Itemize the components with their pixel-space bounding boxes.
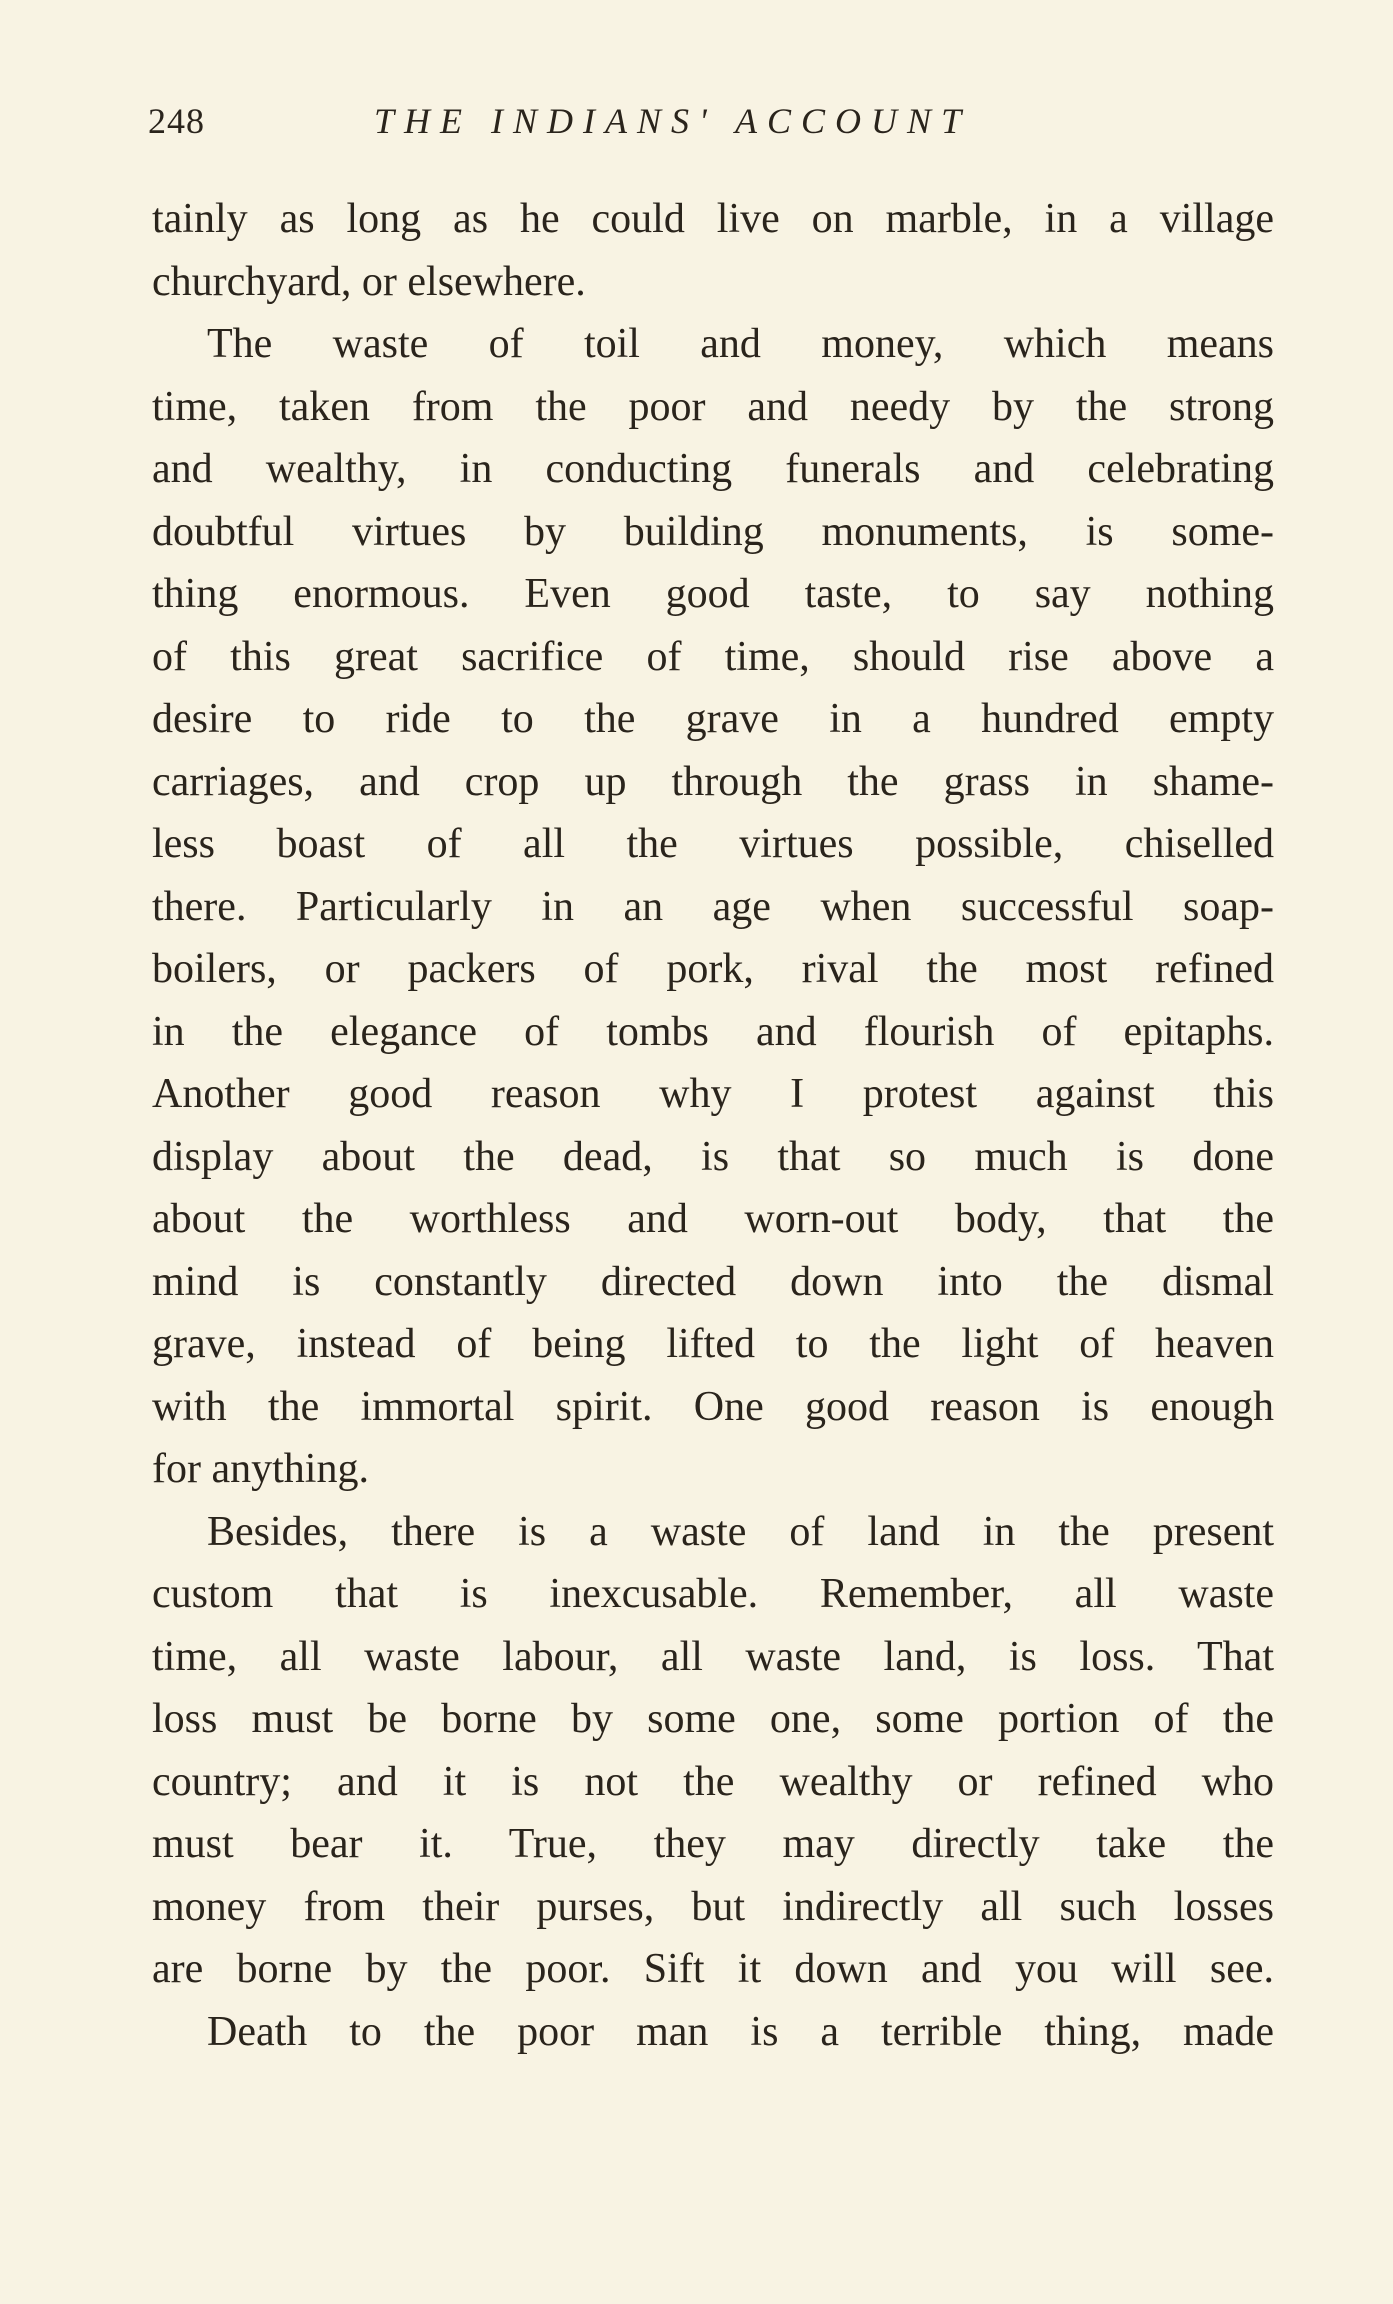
text-line: display about the dead, is that so much is done	[152, 1133, 1274, 1180]
text-line: loss must be borne by some one, some portion of the	[152, 1696, 1274, 1742]
body-text	[152, 188, 1274, 2063]
text-line: desire to ride to the grave in a hundred empty	[152, 696, 1274, 742]
text-line: there. Particularly in an age when successful soap-	[152, 883, 1274, 930]
text-line: mind is constantly directed down into the dismal	[152, 1258, 1274, 1305]
page-number: 248	[148, 101, 205, 141]
text-line: of this great sacrifice of time, should rise above a	[152, 633, 1274, 680]
text-line: carriages, and crop up through the grass in shame-	[152, 758, 1274, 805]
text-line: with the immortal spirit. One good reason is enough	[152, 1383, 1274, 1430]
text-line: boilers, or packers of pork, rival the most refined	[152, 946, 1274, 992]
text-line: time, taken from the poor and needy by the strong	[152, 383, 1274, 430]
text-line: doubtful virtues by building monuments, is some-	[152, 508, 1274, 555]
text-line: time, all waste labour, all waste land, is loss. That	[152, 1633, 1274, 1680]
text-line: for anything.	[152, 1446, 369, 1492]
text-line: Besides, there is a waste of land in the present	[207, 1508, 1274, 1555]
running-head	[148, 96, 1278, 146]
text-line: churchyard, or elsewhere.	[152, 258, 586, 305]
text-line: and wealthy, in conducting funerals and celebrating	[152, 446, 1274, 492]
text-line: grave, instead of being lifted to the light of heaven	[152, 1321, 1274, 1367]
text-line: in the elegance of tombs and flourish of epitaphs.	[152, 1008, 1274, 1055]
running-title: THE INDIANS' ACCOUNT	[374, 101, 972, 141]
text-line: The waste of toil and money, which means	[207, 321, 1274, 367]
text-line: Another good reason why I protest against this	[152, 1071, 1274, 1117]
text-line: tainly as long as he could live on marble, in a village	[152, 196, 1274, 242]
text-line: Death to the poor man is a terrible thing, made	[207, 2008, 1274, 2055]
text-line: about the worthless and worn-out body, that the	[152, 1196, 1274, 1242]
text-line: thing enormous. Even good taste, to say nothing	[152, 571, 1274, 617]
text-line: less boast of all the virtues possible, chiselled	[152, 821, 1274, 867]
text-line: are borne by the poor. Sift it down and you will see.	[152, 1946, 1274, 1992]
text-line: must bear it. True, they may directly take the	[152, 1821, 1274, 1867]
text-line: money from their purses, but indirectly all such losses	[152, 1883, 1274, 1930]
text-line: country; and it is not the wealthy or refined who	[152, 1758, 1274, 1805]
text-line: custom that is inexcusable. Remember, all waste	[152, 1571, 1274, 1617]
